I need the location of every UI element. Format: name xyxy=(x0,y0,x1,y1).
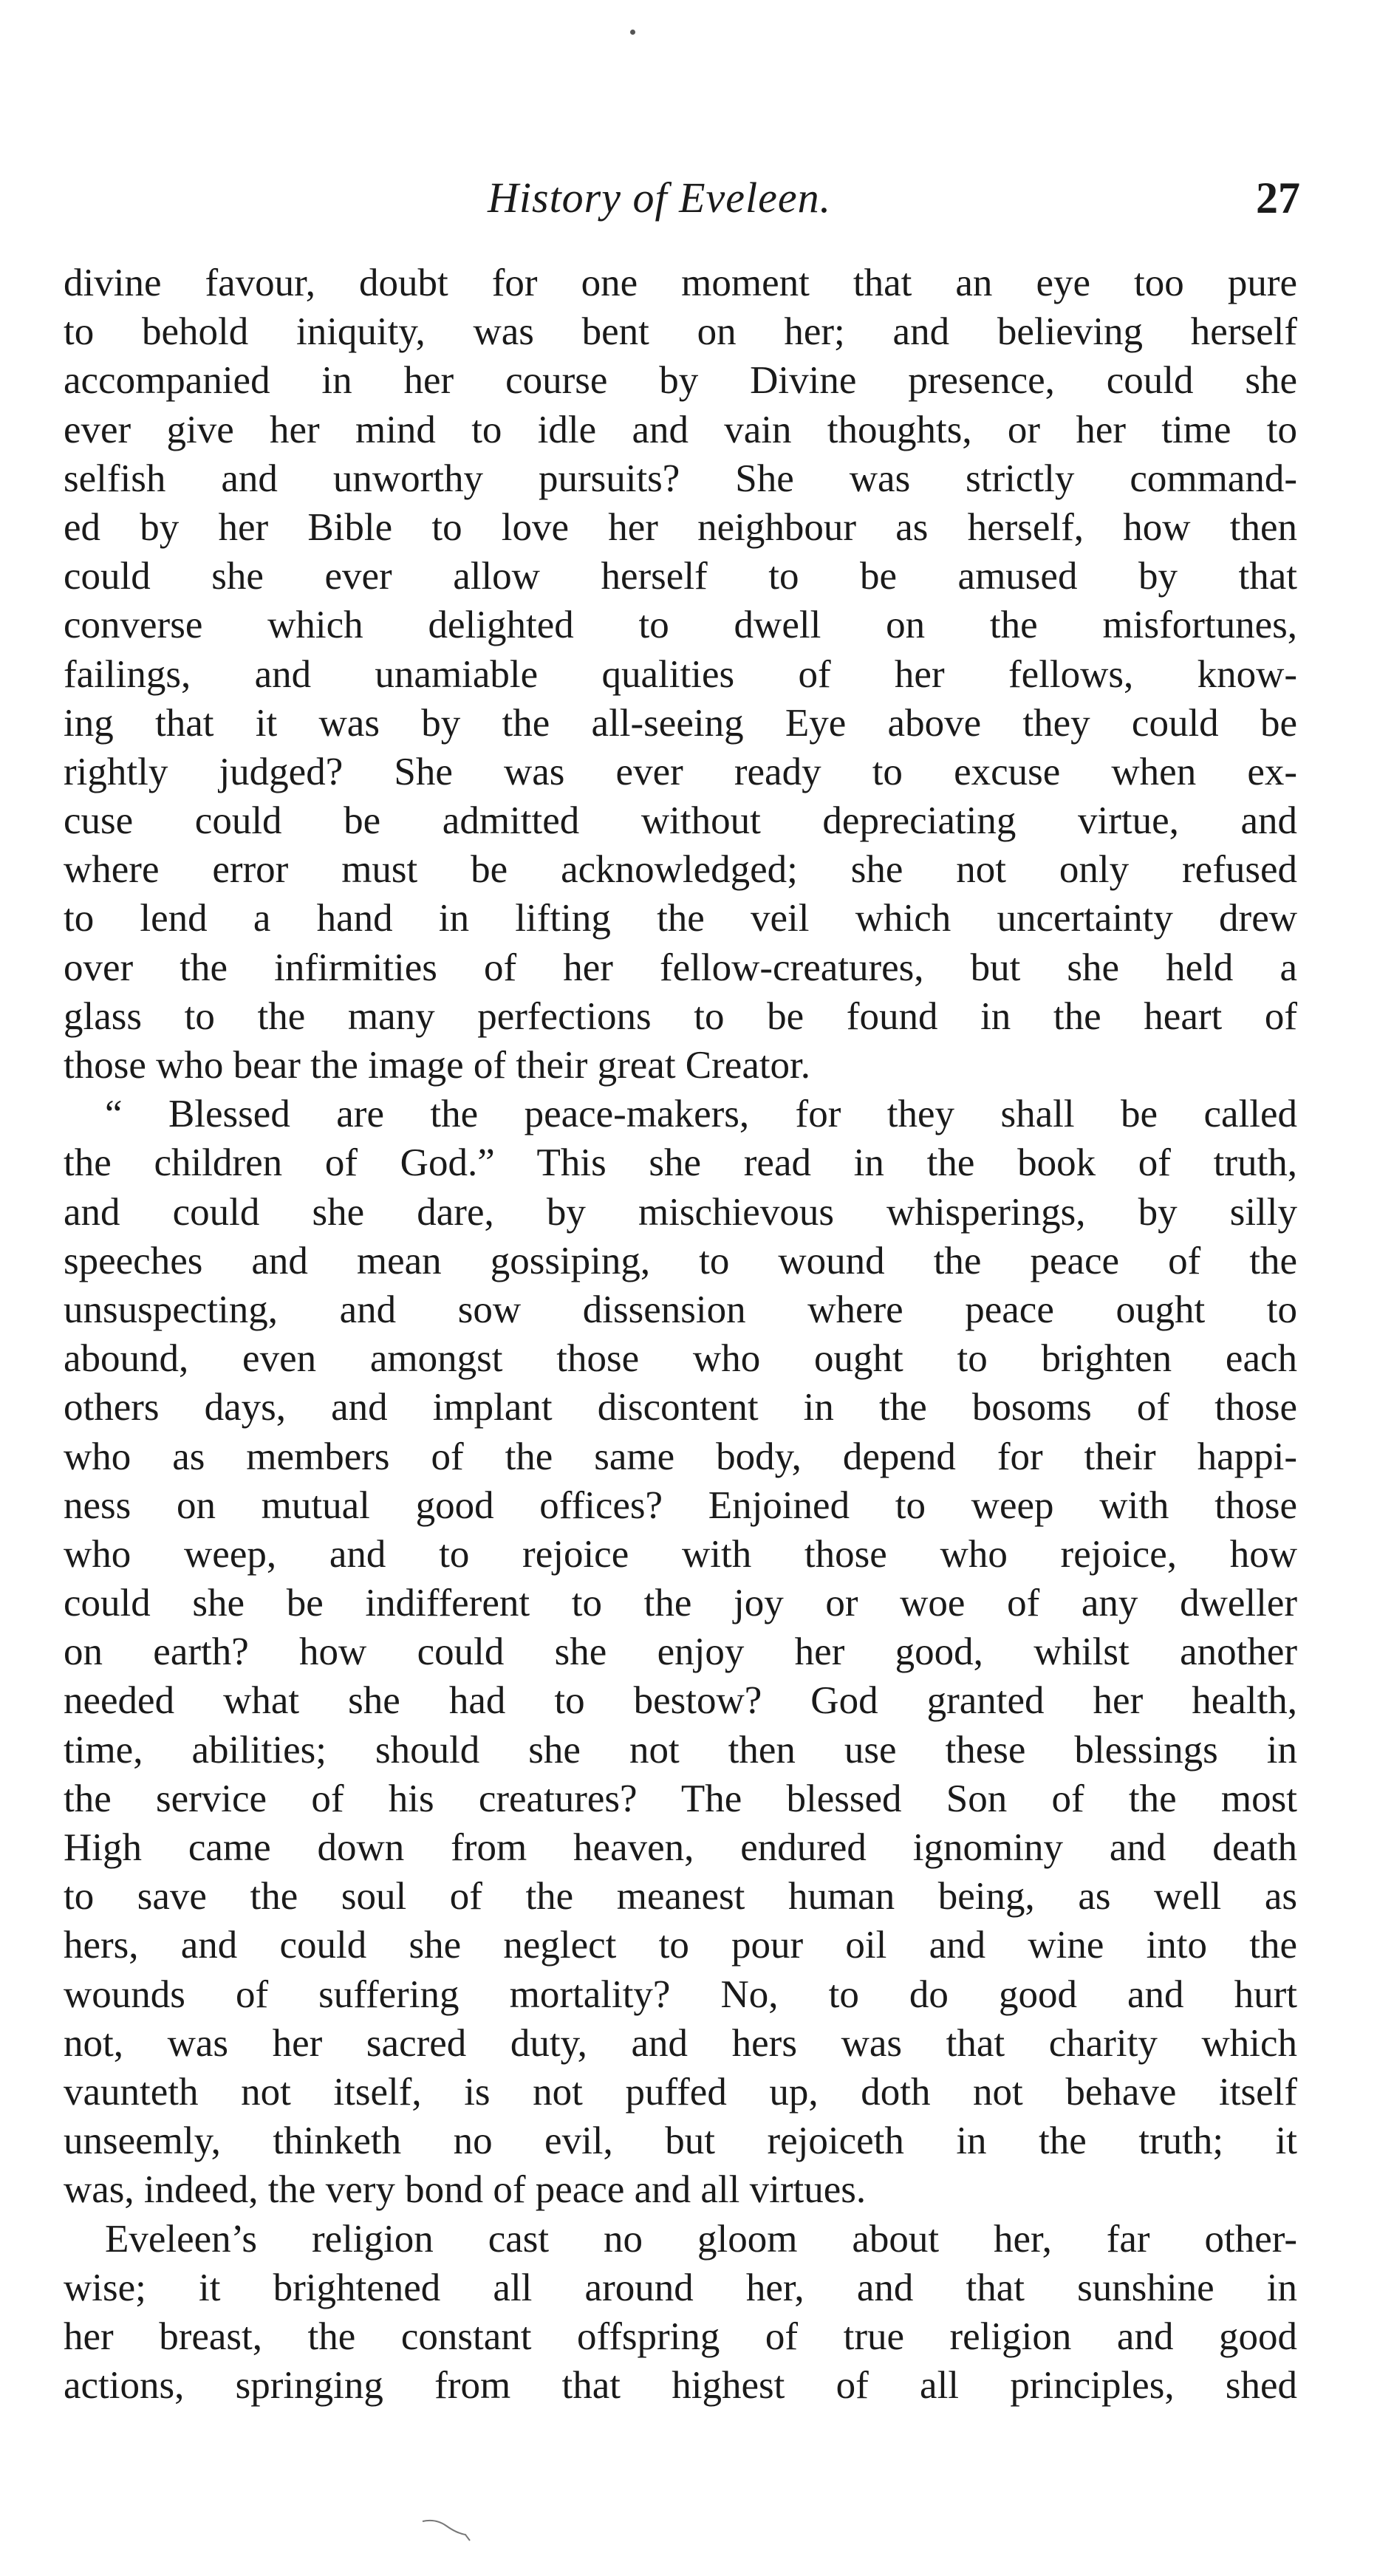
text-line: could she ever allow herself to be amused by that xyxy=(64,555,1297,598)
text-line: ever give her mind to idle and vain thoughts, or her time to xyxy=(64,408,1297,451)
paragraph-start-line: Eveleen’s religion cast no gloom about her, far other- xyxy=(105,2217,1297,2261)
text-line: on earth? how could she enjoy her good, whilst another xyxy=(64,1630,1297,1674)
text-line: who as members of the same body, depend for their happi- xyxy=(64,1435,1297,1478)
paragraph-start-line: “ Blessed are the peace-makers, for they shall be called xyxy=(105,1093,1297,1136)
text-line: the service of his creatures? The blessed Son of the most xyxy=(64,1777,1297,1820)
text-line: accompanied in her course by Divine presence, could she xyxy=(64,359,1297,403)
text-line: cuse could be admitted without depreciating virtue, and xyxy=(64,799,1297,843)
text-line: glass to the many perfections to be found in the heart of xyxy=(64,994,1297,1038)
text-line: to lend a hand in lifting the veil which uncertainty drew xyxy=(64,897,1297,940)
text-line: ed by her Bible to love her neighbour as herself, how then xyxy=(64,505,1297,549)
text-line: ness on mutual good offices? Enjoined to weep with those xyxy=(64,1483,1297,1527)
text-line: speeches and mean gossiping, to wound the peace of the xyxy=(64,1239,1297,1282)
text-line: and could she dare, by mischievous whisperings, by silly xyxy=(64,1190,1297,1234)
text-line: divine favour, doubt for one moment that an eye too pure xyxy=(64,262,1297,304)
text-line: abound, even amongst those who ought to brighten each xyxy=(64,1337,1297,1381)
text-line: selfish and unworthy pursuits? She was strictly command- xyxy=(64,457,1297,500)
text-line: over the infirmities of her fellow-creatures, but she held a xyxy=(64,946,1297,989)
page-header xyxy=(59,168,1300,228)
text-line: unsuspecting, and sow dissension where peace ought to xyxy=(64,1288,1297,1331)
text-line: to save the soul of the meanest human being, as well as xyxy=(64,1875,1297,1919)
text-line: others days, and implant discontent in the bosoms of those xyxy=(64,1386,1297,1429)
text-line: time, abilities; should she not then use these blessings in xyxy=(64,1728,1297,1772)
running-title: History of Eveleen. xyxy=(488,174,832,222)
paper-scratch-mark xyxy=(421,2515,473,2545)
text-line: actions, springing from that highest of all principles, shed xyxy=(64,2364,1297,2408)
body-text xyxy=(64,259,1297,2410)
text-line: needed what she had to bestow? God granted her health, xyxy=(64,1679,1297,1723)
text-line: where error must be acknowledged; she not only refused xyxy=(64,848,1297,892)
text-line: hers, and could she neglect to pour oil and wine into the xyxy=(64,1924,1297,1967)
text-line: High came down from heaven, endured ignominy and death xyxy=(64,1826,1297,1869)
text-line: wise; it brightened all around her, and that sunshine in xyxy=(64,2266,1297,2309)
text-line: not, was her sacred duty, and hers was that charity which xyxy=(64,2021,1297,2065)
page-number: 27 xyxy=(1256,174,1300,222)
text-line: failings, and unamiable qualities of her fellows, know- xyxy=(64,652,1297,696)
text-line: rightly judged? She was ever ready to excuse when ex- xyxy=(64,750,1297,793)
paragraph-end-line: was, indeed, the very bond of peace and all virtues. xyxy=(64,2168,867,2212)
text-line: to behold iniquity, was bent on her; and believing herself xyxy=(64,310,1297,354)
paragraph-end-line: those who bear the image of their great Creator. xyxy=(64,1044,811,1087)
text-line: ing that it was by the all-seeing Eye above they could be xyxy=(64,701,1297,745)
ink-speck xyxy=(630,30,635,35)
text-line: wounds of suffering mortality? No, to do good and hurt xyxy=(64,1972,1297,2016)
text-line: the children of God.” This she read in the book of truth, xyxy=(64,1141,1297,1185)
text-line: vaunteth not itself, is not puffed up, doth not behave itself xyxy=(64,2070,1297,2114)
text-line: converse which delighted to dwell on the misfortunes, xyxy=(64,604,1297,647)
text-line: who weep, and to rejoice with those who rejoice, how xyxy=(64,1532,1297,1576)
text-line: her breast, the constant offspring of true religion and good xyxy=(64,2314,1297,2358)
text-line: unseemly, thinketh no evil, but rejoiceth in the truth; it xyxy=(64,2119,1297,2163)
text-line: could she be indifferent to the joy or woe of any dweller xyxy=(64,1582,1297,1625)
